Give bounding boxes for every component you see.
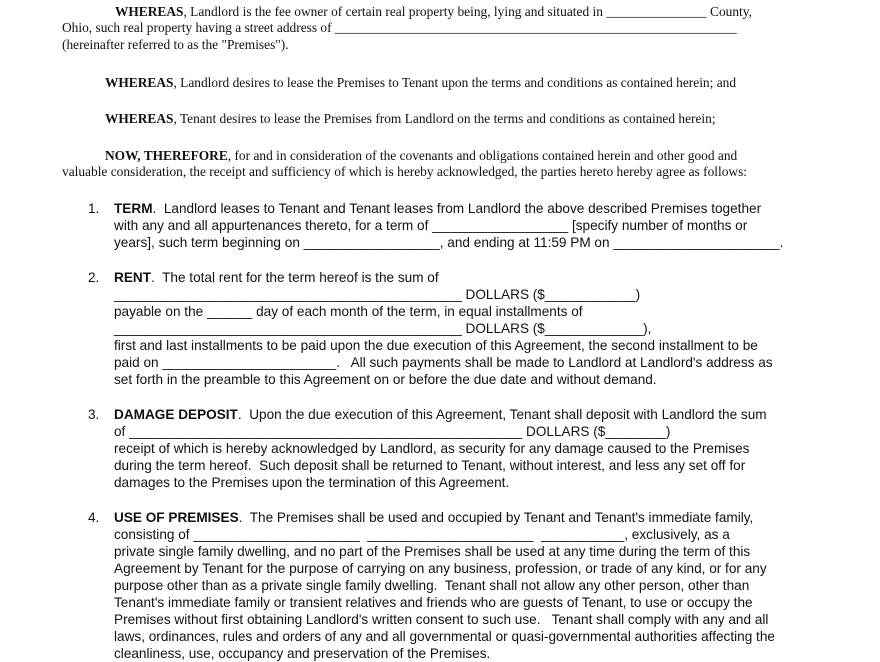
- whereas2-keyword: WHEREAS: [105, 75, 174, 90]
- clause-2-line3: payable on the ______ day of each month of the term, in equal installments of: [114, 304, 583, 319]
- clause-3-first-text: . Upon the due execution of this Agreement, Tenant shall deposit with Landlord the sum: [237, 407, 767, 422]
- clause-3-line3: receipt of which is hereby acknowledged by Landlord, as security for any damage caused to the Premises: [114, 441, 750, 456]
- clause-4-heading: USE OF PREMISES: [114, 510, 239, 525]
- clause-1-line3: years], such term beginning on __________________, and ending at 11:59 PM on ______________________.: [114, 235, 784, 250]
- clause-2-line1: [114, 269, 439, 286]
- clause-2-line4: ______________________________________________ DOLLARS ($_____________),: [114, 321, 652, 336]
- clause-4-line6: Tenant's immediate family or transient relatives and friends who are guests of Tenant, to use or occupy the: [114, 595, 753, 610]
- clause-3-line2: of ____________________________________________________ DOLLARS ($________): [114, 424, 671, 439]
- whereas2-line: [105, 75, 736, 91]
- clause-4-line9: cleanliness, use, occupancy and preservation of the Premises.: [114, 646, 491, 661]
- clause-1-number: 1.: [88, 201, 100, 216]
- whereas1-line3: (hereinafter referred to as the "Premises").: [62, 37, 289, 52]
- clause-4-line5: purpose other than as a private single family dwelling. Tenant shall not allow any other person, other than: [114, 578, 750, 593]
- now-therefore-text: , for and in consideration of the covenants and obligations contained herein and other good and: [227, 148, 738, 163]
- now-therefore-keyword: NOW, THEREFORE: [105, 148, 228, 163]
- clause-1-line1: [114, 200, 761, 217]
- clause-2-line5: first and last installments to be paid upon the due execution of this Agreement, the second installment to be: [114, 338, 758, 353]
- whereas3-text: , Tenant desires to lease the Premises from Landlord on the terms and conditions as contained herein;: [173, 111, 716, 126]
- clause-2-heading: RENT: [114, 270, 152, 285]
- whereas3-line: [105, 111, 716, 127]
- clause-2-line2: ______________________________________________ DOLLARS ($____________): [114, 287, 641, 302]
- now-therefore-line2: valuable consideration, the receipt and sufficiency of which is hereby acknowledged, the parties hereto hereby agree as follows:: [62, 164, 748, 179]
- clause-3-line1: [114, 406, 767, 423]
- clause-4-line7: Premises without first obtaining Landlord's written consent to such use. Tenant shall comply with any and all: [114, 612, 769, 627]
- clause-3-number: 3.: [88, 407, 100, 422]
- whereas1-line2: Ohio, such real property having a street address of ____________________________________________________________: [62, 20, 737, 35]
- whereas1-text: , Landlord is the fee owner of certain real property being, lying and situated in _______________ County,: [183, 4, 752, 19]
- clause-4-number: 4.: [88, 510, 100, 525]
- whereas1-keyword: WHEREAS: [115, 4, 184, 19]
- clause-4-line8: laws, ordinances, rules and orders of any and all governmental or quasi-governmental authorities affecting the: [114, 629, 775, 644]
- whereas1-line1: [115, 4, 752, 20]
- clause-2-line7: set forth in the preamble to this Agreement on or before the due date and without demand.: [114, 372, 657, 387]
- clause-2-first-text: . The total rent for the term hereof is the sum of: [151, 270, 439, 285]
- clause-1-heading: TERM: [114, 201, 153, 216]
- clause-2-line6: paid on _______________________. All such payments shall be made to Landlord at Landlord's address as: [114, 355, 773, 370]
- clause-3-line5: damages to the Premises upon the termination of this Agreement.: [114, 475, 510, 490]
- clause-1-first-text: . Landlord leases to Tenant and Tenant leases from Landlord the above described Premises together: [152, 201, 762, 216]
- clause-3-heading: DAMAGE DEPOSIT: [114, 407, 238, 422]
- clause-4-first-text: . The Premises shall be used and occupied by Tenant and Tenant's immediate family,: [238, 510, 754, 525]
- now-therefore-line1: [105, 148, 737, 164]
- whereas2-text: , Landlord desires to lease the Premises to Tenant upon the terms and conditions as contained herein; and: [173, 75, 737, 90]
- clause-4-line2: consisting of ______________________ ______________________ ___________, exclusively, as a: [114, 527, 730, 542]
- clause-4-line4: Agreement by Tenant for the purpose of carrying on any business, profession, or trade of any kind, or for any: [114, 561, 767, 576]
- clause-4-line1: [114, 509, 753, 526]
- whereas3-keyword: WHEREAS: [105, 111, 174, 126]
- clause-1-line2: with any and all appurtenances thereto, for a term of __________________ [specify number of months or: [114, 218, 748, 233]
- clause-3-line4: during the term hereof. Such deposit shall be returned to Tenant, without interest, and less any set off for: [114, 458, 746, 473]
- clause-4-line3: private single family dwelling, and no part of the Premises shall be used at any time during the term of this: [114, 544, 751, 559]
- clause-2-number: 2.: [88, 270, 100, 285]
